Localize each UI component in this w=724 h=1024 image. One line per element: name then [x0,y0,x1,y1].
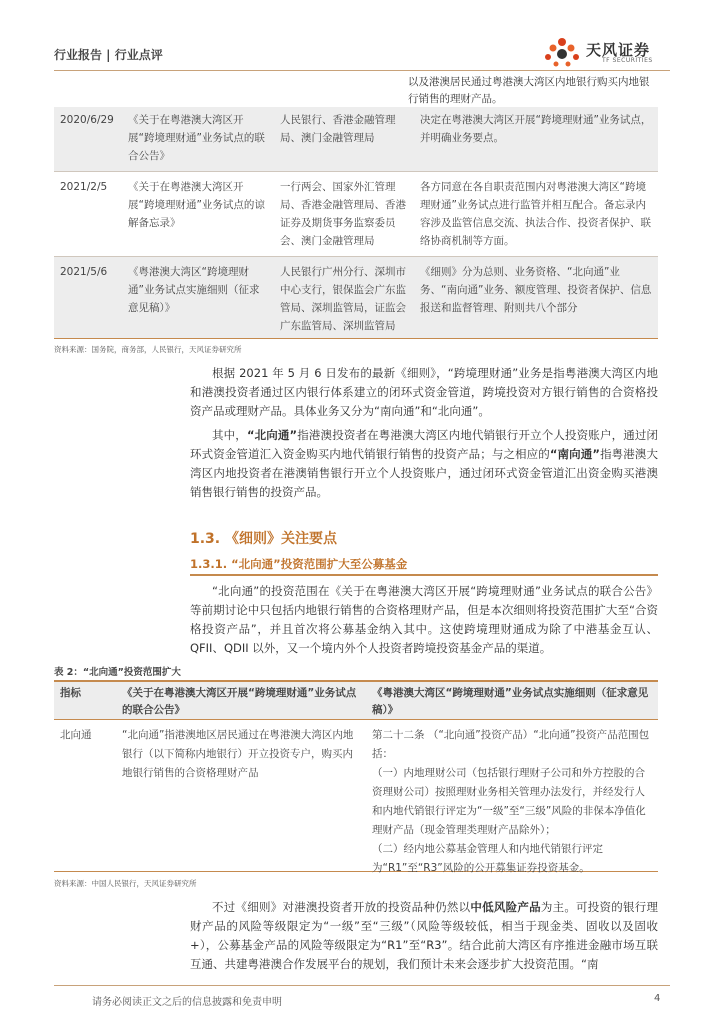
policy-table [54,107,658,339]
text-span: 其中， [212,428,247,442]
report-category: 行业报告 | 行业点评 [54,48,163,62]
footer-disclaimer: 请务必阅读正文之后的信息披露和免责申明 [92,997,282,1008]
text-span: 不过《细则》对港澳投资者开放的投资品种仍然以 [212,900,471,914]
table2-source: 资料来源：中国人民银行，天风证券研究所 [54,879,197,888]
date-cell: 2021/2/5 [54,172,122,257]
issuer-cell: 人民银行广州分行、深圳市中心支行，银保监会广东监管局、深圳监管局，证监会广东监管局、深圳监管局 [274,257,414,340]
table-bottom-rule [54,338,658,339]
paragraph-definition: 根据 2021 年 5 月 6 日发布的最新《细则》，“跨境理财通”业务是指粤港澳大湾区内地和港澳投资者通过区内银行体系建立的闭环式资金管道，跨境投资对方银行销售的合资格投资产品或理财产品。具体业务又分为“南向通”和“北向通”。 [190,366,658,418]
company-logo [540,36,670,68]
page-header [54,36,670,76]
table1-source: 资料来源：国务院，商务部，人民银行，天风证券研究所 [54,345,242,354]
header-cell: 《粤港澳大湾区“跨境理财通”业务试点实施细则（征求意见稿）》 [372,687,649,716]
table-row [54,172,658,257]
table-row [54,107,658,172]
article-item: （二）经内地公募基金管理人和内地代销银行评定为“R1”至“R3”风险的公开募集证券投资基金。 [372,843,603,874]
new-scope-cell [372,726,652,878]
content-cell: 《细则》分为总则、业务资格、“北向通”业务、“南向通”业务、额度管理、投资者保护、信息报送和监督管理、附则共八个部分 [414,257,658,340]
date-cell: 2020/6/29 [54,107,122,172]
section-heading: 1.3. 《细则》关注要点 [190,531,337,547]
table-row [54,257,658,340]
footer-divider [54,985,670,986]
article-line: 第二十二条 （“北向通”投资产品）“北向通”投资产品范围包括： [372,729,650,760]
table-header [54,680,658,720]
logo-mark-icon [540,36,584,68]
logo-subtext: TF SECURITIES [602,57,653,64]
page-number: 4 [654,993,661,1004]
text-span: 指粤港澳大湾区内地投资者在港澳销售银行开立个人投资账户，通过闭环式资金管道汇出资金购买港澳销售银行销售的投资产品。 [190,447,658,499]
date-cell: 2021/5/6 [54,257,122,340]
content-cell: 决定在粤港澳大湾区开展“跨境理财通”业务试点，并明确业务要点。 [414,107,658,172]
document-cell: 《粤港澳大湾区“跨境理财通”业务试点实施细则（征求意见稿）》 [122,257,274,340]
table-row [54,720,658,872]
article-item: （一）内地理财公司（包括银行理财子公司和外方控股的合资理财公司）按照理财业务相关管理办法发行，并经发行人和内地代销银行评定为“一级”至“三级”风险的非保本净值化理财产品（现金管理类理财产品除外）； [372,767,646,836]
table2-caption: 表 2：“北向通”投资范围扩大 [54,667,181,678]
paragraph-risk [190,898,658,974]
bold-term: “南向通” [549,447,600,461]
row-label: 北向通 [60,729,92,741]
bold-term: “北向通” [246,428,298,442]
document-cell: 《关于在粤港澳大湾区开展“跨境理财通”业务试点的联合公告》 [122,107,274,172]
issuer-cell: 一行两会、国家外汇管理局、香港金融管理局、香港证券及期货事务监察委员会、澳门金融管理局 [274,172,414,257]
paragraph-north-south [190,426,658,502]
heading-underline [190,574,658,576]
issuer-cell: 人民银行、香港金融管理局、澳门金融管理局 [274,107,414,172]
subsection-heading: 1.3.1. “北向通”投资范围扩大至公募基金 [190,557,408,571]
paragraph-scope: “北向通”的投资范围在《关于在粤港澳大湾区开展“跨境理财通”业务试点的联合公告》等前期讨论中只包括内地银行销售的合资格理财产品，但是本次细则将投资范围扩大至“合资格投资产品”，并且首次将公募基金纳入其中。这使跨境理财通成为除了中港基金互认、QFII、QDII 以外，又一个境内外个人投资者跨境投资基金产品的渠道。 [190,584,658,655]
document-cell: 《关于在粤港澳大湾区开展“跨境理财通”业务试点的谅解备忘录》 [122,172,274,257]
text-span: 为主。可投资的银行理财产品的风险等级限定为“一级”至“三级”（风险等级较低，相当于现金类、固收以及固收+），公募基金产品的风险等级限定为“R1”至“R3”。结合此前大湾区有序推进金融市场互联互通、共建粤港澳合作发展平台的规划，我们预计未来会逐步扩大投资范围。“南 [190,900,659,971]
logo-text: 天风证券 [586,41,651,59]
old-scope-cell: “北向通”指港澳地区居民通过在粤港澳大湾区内地银行（以下简称内地银行）开立投资专户，购买内地银行销售的合资格理财产品 [122,729,354,779]
header-cell: 《关于在粤港澳大湾区开展“跨境理财通”业务试点的联合公告》 [122,687,357,716]
header-cell: 指标 [60,687,81,699]
content-cell: 各方同意在各自职责范围内对粤港澳大湾区“跨境理财通”业务试点进行监管并相互配合。备忘录内容涉及监管信息交流、执法合作、投资者保护、联络协商机制等方面。 [414,172,658,257]
header-divider [54,70,670,71]
text-span: 指港澳投资者在粤港澳大湾区内地代销银行开立个人投资账户，通过闭环式资金管道汇入资金购买内地代销银行销售的投资产品；与之相应的 [190,428,659,461]
table-continuation-text: 以及港澳居民通过粤港澳大湾区内地银行购买内地银行销售的理财产品。 [408,76,650,105]
north-bound-table [54,680,658,872]
bold-term: 中低风险产品 [470,900,541,914]
